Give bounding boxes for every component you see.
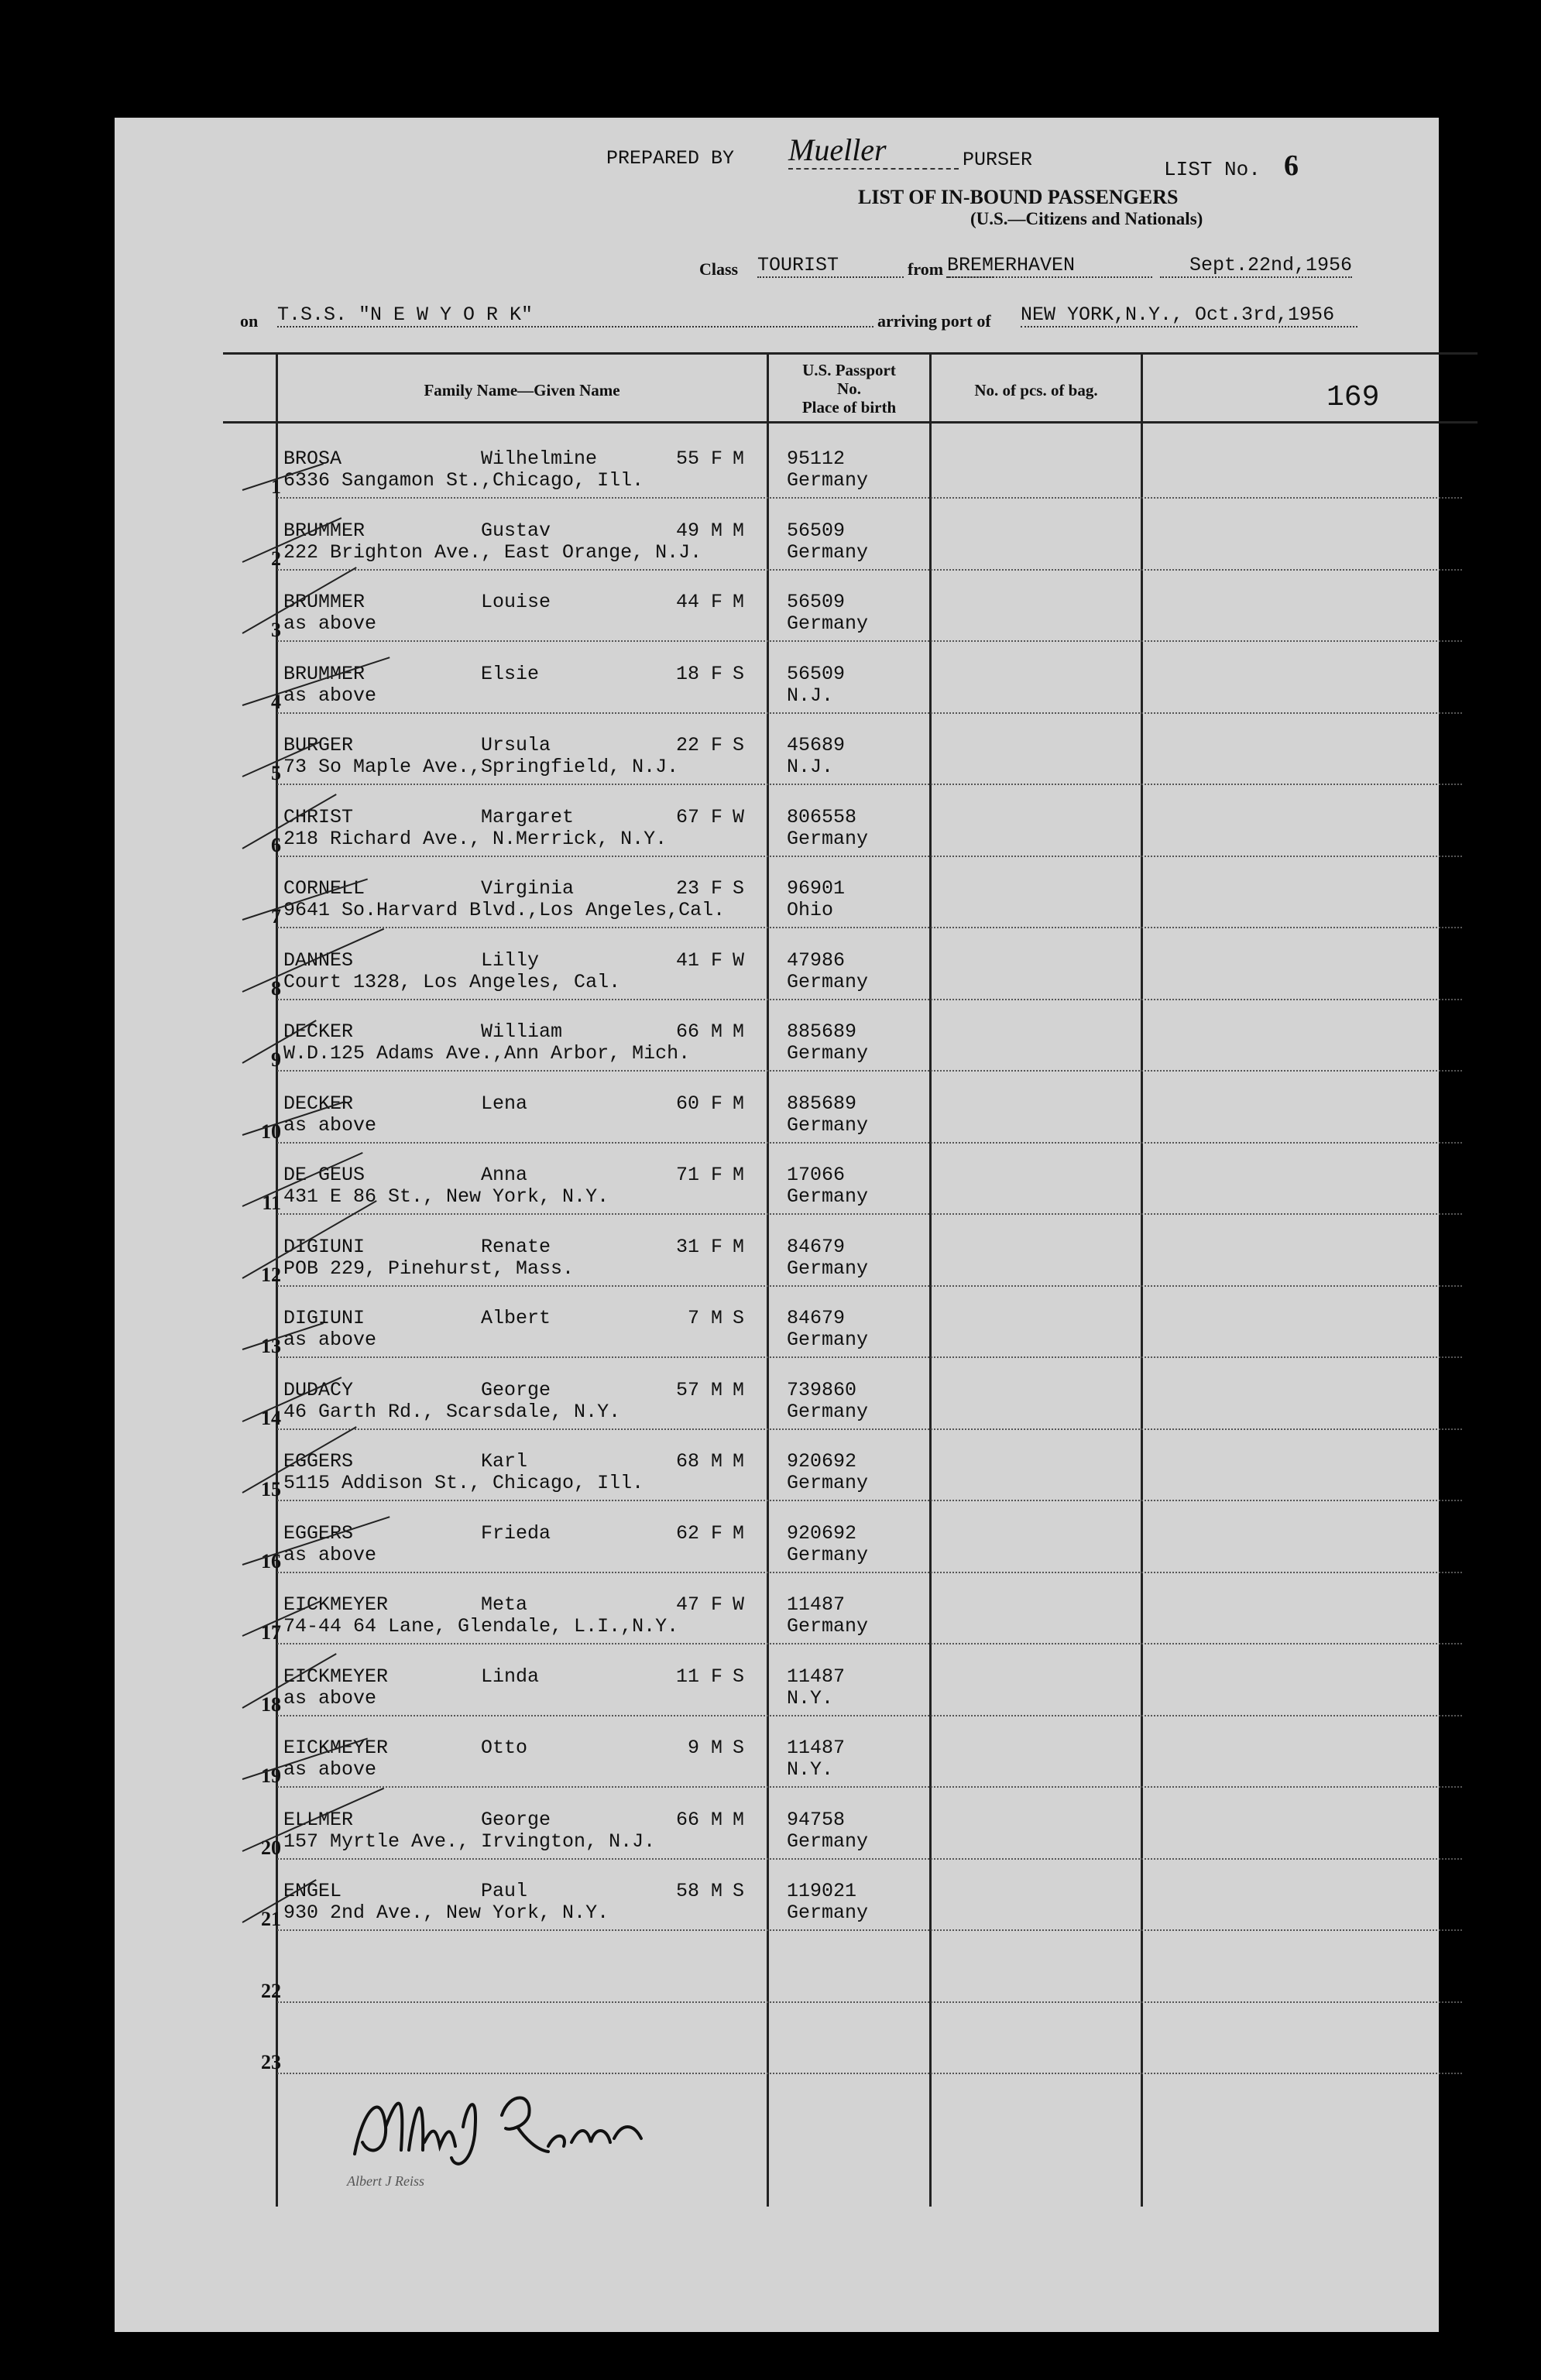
row-number: 18: [261, 1692, 281, 1716]
age: 22: [675, 734, 699, 756]
sex: F: [711, 662, 723, 685]
age: 7: [687, 1307, 699, 1329]
passport-number: 920692: [787, 1521, 857, 1545]
passport-number: 95112: [787, 448, 846, 470]
given-name: Otto: [481, 1737, 528, 1759]
place-of-birth: Germany: [787, 1257, 869, 1280]
row-number: 7: [271, 905, 281, 928]
passport-number: 96901: [787, 877, 846, 900]
address: as above: [283, 1329, 377, 1351]
row-number: 20: [261, 1836, 281, 1859]
address: 431 E 86 St., New York, N.Y.: [283, 1185, 609, 1208]
place-of-birth: Germany: [787, 970, 869, 993]
marital-status: M: [733, 1378, 745, 1401]
sex: F: [711, 734, 723, 756]
row-number: 17: [261, 1621, 281, 1644]
given-name: Elsie: [481, 662, 540, 685]
marital-status: W: [733, 1593, 745, 1616]
sex: F: [711, 877, 723, 900]
place-of-birth: Germany: [787, 827, 869, 850]
list-no-label: LIST No.: [1164, 158, 1261, 181]
age: 68: [675, 1450, 699, 1473]
place-of-birth: Germany: [787, 1042, 869, 1065]
given-name: Wilhelmine: [481, 448, 598, 470]
given-name: Renate: [481, 1235, 551, 1258]
row-number: 2: [271, 547, 281, 570]
given-name: Virginia: [481, 877, 575, 900]
address: W.D.125 Adams Ave.,Ann Arbor, Mich.: [283, 1042, 691, 1065]
address: Court 1328, Los Angeles, Cal.: [283, 970, 621, 993]
sex: F: [711, 1092, 723, 1115]
given-name: Gustav: [481, 519, 551, 542]
passport-number: 84679: [787, 1235, 846, 1258]
row-number: 13: [261, 1335, 281, 1357]
prepared-by-label: PREPARED BY: [606, 147, 735, 170]
row-divider: [277, 569, 1462, 571]
row-divider: [277, 1858, 1462, 1860]
row-divider: [277, 1929, 1462, 1931]
signature-text: Albert J Reiss: [347, 2173, 424, 2189]
passport-number: 56509: [787, 519, 846, 542]
page-number: 169: [1326, 381, 1380, 414]
age: 62: [675, 1521, 699, 1545]
given-name: Louise: [481, 591, 551, 613]
place-of-birth: N.J.: [787, 756, 834, 778]
age: 18: [675, 662, 699, 685]
place-of-birth: Germany: [787, 1400, 869, 1423]
row-divider: [277, 999, 1462, 1000]
bags-column-header: No. of pcs. of bag.: [974, 381, 1098, 400]
place-of-birth: Germany: [787, 469, 869, 492]
sex: M: [711, 1020, 723, 1043]
sex: M: [711, 519, 723, 542]
row-divider: [277, 2001, 1462, 2003]
document-title: LIST OF IN-BOUND PASSENGERS: [858, 186, 1179, 208]
passport-number: 94758: [787, 1808, 846, 1831]
sex: F: [711, 1235, 723, 1258]
age: 44: [675, 591, 699, 613]
arriving-label: arriving port of: [877, 311, 991, 331]
row-divider: [277, 1070, 1462, 1072]
given-name: George: [481, 1808, 551, 1831]
row-number: 4: [271, 690, 281, 713]
place-of-birth: Germany: [787, 1185, 869, 1208]
age: 67: [675, 805, 699, 828]
row-divider: [277, 1786, 1462, 1788]
place-of-birth: Germany: [787, 1329, 869, 1351]
passport-number: 11487: [787, 1593, 846, 1616]
passport-number: 11487: [787, 1737, 846, 1759]
row-divider: [277, 712, 1462, 714]
age: 41: [675, 948, 699, 972]
row-number: 15: [261, 1478, 281, 1500]
marital-status: M: [733, 1164, 745, 1186]
marital-status: M: [733, 1235, 745, 1258]
place-of-birth: Germany: [787, 1902, 869, 1924]
passport-number: 17066: [787, 1164, 846, 1186]
address: as above: [283, 1758, 377, 1781]
given-name: William: [481, 1020, 563, 1043]
row-number: 6: [271, 833, 281, 856]
family-name: BRUMMER: [283, 662, 366, 685]
row-divider: [277, 1643, 1462, 1644]
sex: F: [711, 448, 723, 470]
given-name: Margaret: [481, 805, 575, 828]
age: 31: [675, 1235, 699, 1258]
list-no-value: 6: [1284, 149, 1299, 182]
family-name: EGGERS: [283, 1521, 354, 1545]
signature: [339, 2080, 726, 2173]
sex: F: [711, 1521, 723, 1545]
place-of-birth: Germany: [787, 1472, 869, 1494]
departure-date: Sept.22nd,1956: [1160, 254, 1352, 278]
address: as above: [283, 1113, 377, 1137]
passport-header-line2: No.: [837, 379, 861, 398]
address: 930 2nd Ave., New York, N.Y.: [283, 1902, 609, 1924]
on-label: on: [240, 311, 259, 331]
passport-number: 885689: [787, 1020, 857, 1043]
sex: F: [711, 1593, 723, 1616]
sex: F: [711, 1164, 723, 1186]
given-name: Ursula: [481, 734, 551, 756]
age: 23: [675, 877, 699, 900]
given-name: Meta: [481, 1593, 528, 1616]
row-divider: [277, 1142, 1462, 1144]
age: 71: [675, 1164, 699, 1186]
family-name: EICKMEYER: [283, 1665, 389, 1688]
age: 11: [675, 1665, 699, 1688]
given-name: Frieda: [481, 1521, 551, 1545]
marital-status: W: [733, 805, 745, 828]
passport-number: 56509: [787, 591, 846, 613]
row-number: 21: [261, 1908, 281, 1930]
row-divider: [277, 1500, 1462, 1501]
row-divider: [277, 856, 1462, 857]
family-name: ELLMER: [283, 1808, 354, 1831]
marital-status: M: [733, 1092, 745, 1115]
marital-status: S: [733, 1737, 745, 1759]
given-name: George: [481, 1378, 551, 1401]
given-name: Paul: [481, 1880, 528, 1902]
age: 47: [675, 1593, 699, 1616]
age: 60: [675, 1092, 699, 1115]
passport-number: 119021: [787, 1880, 857, 1902]
place-of-birth: Ohio: [787, 899, 834, 921]
passport-number: 56509: [787, 662, 846, 685]
family-name: CHRIST: [283, 805, 354, 828]
place-of-birth: Germany: [787, 540, 869, 564]
marital-status: W: [733, 948, 745, 972]
row-divider: [277, 1285, 1462, 1287]
row-number: 1: [271, 475, 281, 498]
sex: F: [711, 805, 723, 828]
place-of-birth: N.J.: [787, 684, 834, 707]
marital-status: M: [733, 1521, 745, 1545]
row-number: 22: [261, 1979, 281, 2002]
place-of-birth: Germany: [787, 1113, 869, 1137]
passport-number: 84679: [787, 1307, 846, 1329]
row-number: 9: [271, 1048, 281, 1071]
age: 49: [675, 519, 699, 542]
document-subtitle: (U.S.—Citizens and Nationals): [970, 209, 1203, 228]
address: 9641 So.Harvard Blvd.,Los Angeles,Cal.: [283, 899, 726, 921]
row-divider: [277, 497, 1462, 499]
marital-status: M: [733, 1020, 745, 1043]
family-name: DANNES: [283, 948, 354, 972]
marital-status: S: [733, 877, 745, 900]
passport-number: 739860: [787, 1378, 857, 1401]
address: POB 229, Pinehurst, Mass.: [283, 1257, 575, 1280]
address: as above: [283, 612, 377, 635]
place-of-birth: Germany: [787, 1615, 869, 1638]
row-number: 5: [271, 762, 281, 784]
row-divider: [277, 640, 1462, 642]
family-name: BRUMMER: [283, 519, 366, 542]
marital-status: S: [733, 1307, 745, 1329]
sex: M: [711, 1378, 723, 1401]
family-name: DECKER: [283, 1020, 354, 1043]
row-divider: [277, 1356, 1462, 1358]
passport-header-line1: U.S. Passport: [802, 361, 896, 379]
place-of-birth: N.Y.: [787, 1686, 834, 1710]
age: 57: [675, 1378, 699, 1401]
family-name: ENGEL: [283, 1880, 342, 1902]
marital-status: M: [733, 1808, 745, 1831]
marital-status: M: [733, 448, 745, 470]
marital-status: M: [733, 519, 745, 542]
row-divider: [277, 1428, 1462, 1430]
address: 74-44 64 Lane, Glendale, L.I.,N.Y.: [283, 1615, 679, 1638]
family-name: BURGER: [283, 734, 354, 756]
row-divider: [277, 2073, 1462, 2074]
marital-status: S: [733, 1665, 745, 1688]
marital-status: S: [733, 1880, 745, 1902]
row-number: 3: [271, 619, 281, 641]
sex: M: [711, 1307, 723, 1329]
address: as above: [283, 1686, 377, 1710]
place-of-birth: Germany: [787, 612, 869, 635]
age: 55: [675, 448, 699, 470]
address: 5115 Addison St., Chicago, Ill.: [283, 1472, 644, 1494]
age: 9: [687, 1737, 699, 1759]
place-of-birth: Germany: [787, 1543, 869, 1566]
from-value: BREMERHAVEN: [947, 254, 1152, 278]
marital-status: M: [733, 1450, 745, 1473]
address: 222 Brighton Ave., East Orange, N.J.: [283, 540, 702, 564]
address: 218 Richard Ave., N.Merrick, N.Y.: [283, 827, 668, 850]
family-name: DUDACY: [283, 1378, 354, 1401]
class-value: TOURIST: [757, 254, 994, 278]
address: as above: [283, 684, 377, 707]
place-of-birth: N.Y.: [787, 1758, 834, 1781]
marital-status: M: [733, 591, 745, 613]
table-header-rule: [223, 421, 1478, 424]
place-of-birth: Germany: [787, 1830, 869, 1853]
age: 58: [675, 1880, 699, 1902]
given-name: Karl: [481, 1450, 528, 1473]
class-label: Class: [699, 259, 739, 279]
row-number: 12: [261, 1263, 281, 1286]
family-name: CORNELL: [283, 877, 366, 900]
marital-status: S: [733, 662, 745, 685]
name-column-header: Family Name—Given Name: [424, 381, 620, 400]
row-number: 23: [261, 2051, 281, 2073]
family-name: EICKMEYER: [283, 1593, 389, 1616]
age: 66: [675, 1020, 699, 1043]
row-divider: [277, 1715, 1462, 1716]
document-page: [115, 118, 1439, 2332]
purser-label: PURSER: [963, 149, 1033, 171]
prepared-by-name: Mueller: [788, 132, 959, 170]
family-name: DIGIUNI: [283, 1235, 366, 1258]
passport-number: 806558: [787, 805, 857, 828]
arrival-port-date: NEW YORK,N.Y., Oct.3rd,1956: [1021, 304, 1357, 328]
address: 73 So Maple Ave.,Springfield, N.J.: [283, 756, 679, 778]
row-number: 19: [261, 1764, 281, 1787]
table-top-rule: [223, 352, 1478, 355]
address: as above: [283, 1543, 377, 1566]
family-name: DECKER: [283, 1092, 354, 1115]
row-number: 10: [261, 1120, 281, 1143]
sex: M: [711, 1450, 723, 1473]
address: 46 Garth Rd., Scarsdale, N.Y.: [283, 1400, 621, 1423]
family-name: EGGERS: [283, 1450, 354, 1473]
sex: F: [711, 1665, 723, 1688]
sex: M: [711, 1808, 723, 1831]
row-divider: [277, 927, 1462, 928]
family-name: DIGIUNI: [283, 1307, 366, 1329]
family-name: EICKMEYER: [283, 1737, 389, 1759]
passport-number: 45689: [787, 734, 846, 756]
row-number: 11: [262, 1192, 281, 1214]
ship-name: T.S.S. "N E W Y O R K": [277, 304, 873, 328]
passport-number: 920692: [787, 1450, 857, 1473]
passport-header-line3: Place of birth: [801, 398, 897, 417]
row-divider: [277, 1572, 1462, 1573]
family-name: BRUMMER: [283, 591, 366, 613]
age: 66: [675, 1808, 699, 1831]
sex: F: [711, 948, 723, 972]
sex: M: [711, 1880, 723, 1902]
row-divider: [277, 784, 1462, 785]
passport-number: 11487: [787, 1665, 846, 1688]
given-name: Anna: [481, 1164, 528, 1186]
marital-status: S: [733, 734, 745, 756]
given-name: Linda: [481, 1665, 540, 1688]
passport-number: 885689: [787, 1092, 857, 1115]
given-name: Albert: [481, 1307, 551, 1329]
sex: F: [711, 591, 723, 613]
address: 6336 Sangamon St.,Chicago, Ill.: [283, 469, 644, 492]
passport-number: 47986: [787, 948, 846, 972]
from-label: from: [904, 259, 946, 279]
given-name: Lena: [481, 1092, 528, 1115]
row-divider: [277, 1213, 1462, 1215]
address: 157 Myrtle Ave., Irvington, N.J.: [283, 1830, 656, 1853]
row-number: 16: [261, 1549, 281, 1572]
row-number: 8: [271, 976, 281, 1000]
given-name: Lilly: [481, 948, 540, 972]
sex: M: [711, 1737, 723, 1759]
family-name: DE GEUS: [283, 1164, 366, 1186]
family-name: BROSA: [283, 448, 342, 470]
row-number: 14: [261, 1406, 281, 1429]
